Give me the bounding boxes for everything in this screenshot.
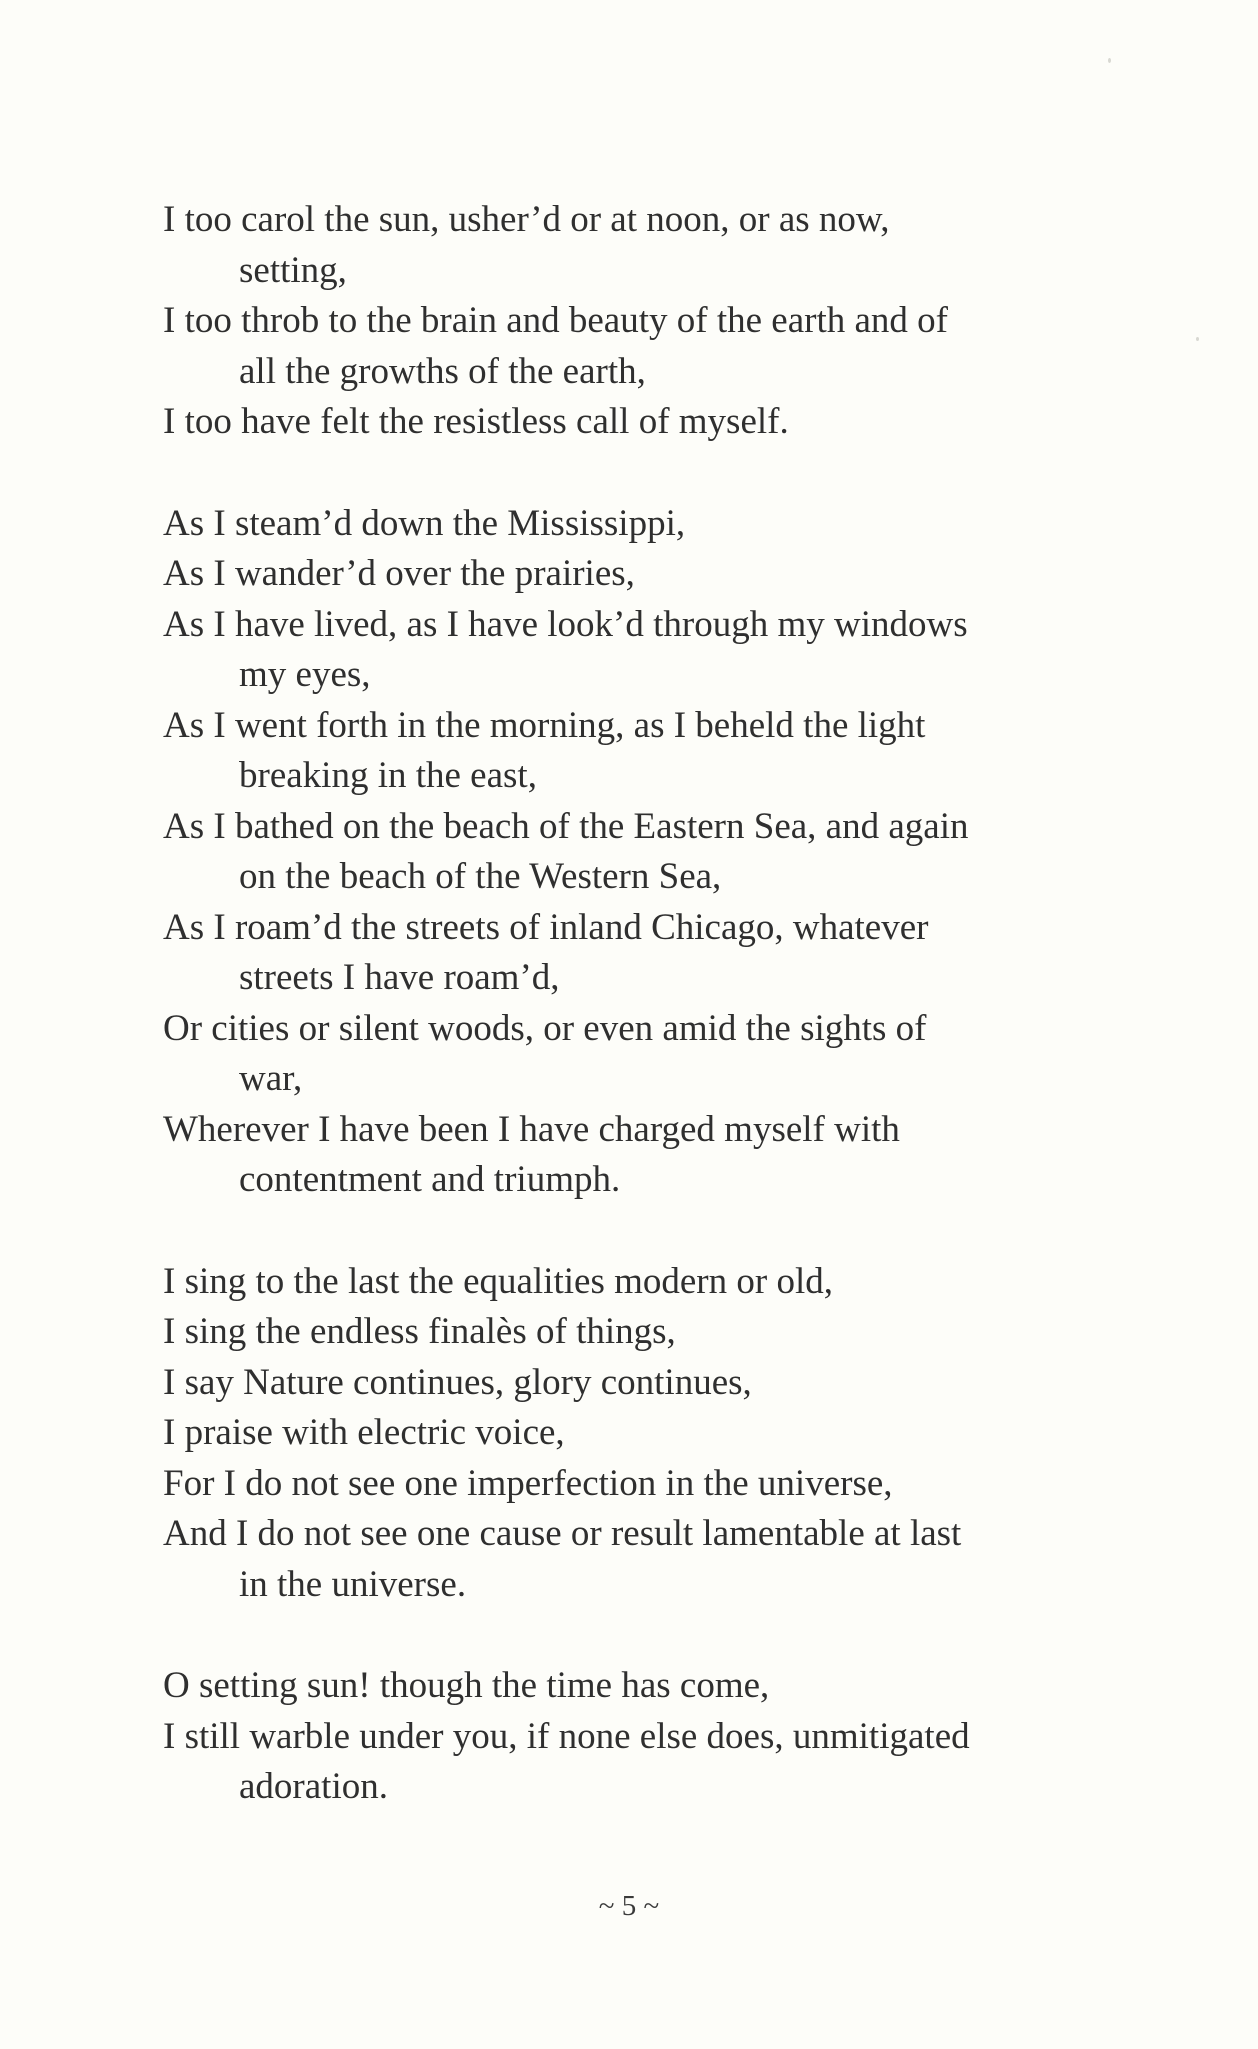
poem-line-continuation: on the beach of the Western Sea, [239, 856, 722, 897]
poem-line: As I went forth in the morning, as I beheld the light [163, 704, 926, 746]
poem-line: I too throb to the brain and beauty of the earth and of [163, 300, 948, 341]
poem-text [163, 195, 1123, 1864]
poem-line-continuation: all the growths of the earth, [239, 350, 646, 392]
poem-line: I sing the endless finalès of things, [163, 1311, 676, 1352]
poem-line: As I bathed on the beach of the Eastern Sea, and again [163, 805, 969, 847]
poem-line: I praise with electric voice, [163, 1412, 565, 1453]
poem-line: I say Nature continues, glory continues, [163, 1361, 752, 1403]
stanza [163, 1661, 1123, 1813]
poem-line: As I roam’d the streets of inland Chicago, whatever [163, 906, 929, 948]
poem-line: Wherever I have been I have charged myself with [163, 1108, 900, 1150]
poem-line-continuation: streets I have roam’d, [239, 957, 560, 998]
paper-speck [1108, 58, 1111, 63]
poem-line: As I have lived, as I have look’d through my windows [163, 603, 968, 645]
poem-line-continuation: breaking in the east, [239, 755, 537, 796]
page-number: ~ 5 ~ [598, 1890, 660, 1922]
poem-line-continuation: contentment and triumph. [239, 1159, 621, 1200]
poem-line: As I wander’d over the prairies, [163, 553, 635, 594]
poem-line: As I steam’d down the Mississippi, [163, 502, 686, 544]
poem-line: I too have felt the resistless call of myself. [163, 401, 789, 442]
stanza [163, 195, 1123, 448]
poem-line: I sing to the last the equalities modern or old, [163, 1260, 833, 1302]
paper-speck [1196, 337, 1199, 341]
poem-line: And I do not see one cause or result lamentable at last [163, 1513, 962, 1554]
poem-line: I still warble under you, if none else does, unmitigated [163, 1715, 970, 1757]
poem-line-continuation: setting, [239, 249, 347, 291]
poem-line-continuation: adoration. [239, 1766, 388, 1807]
stanza [163, 499, 1123, 1206]
poem-line-continuation: in the universe. [239, 1563, 467, 1605]
poem-line: For I do not see one imperfection in the universe, [163, 1462, 893, 1504]
poem-line: O setting sun! though the time has come, [163, 1665, 770, 1706]
poem-line: Or cities or silent woods, or even amid the sights of [163, 1007, 927, 1049]
poem-line-continuation: war, [239, 1058, 303, 1099]
poem-line-continuation: my eyes, [239, 654, 371, 695]
stanza [163, 1257, 1123, 1611]
poem-line: I too carol the sun, usher’d or at noon, or as now, [163, 199, 890, 240]
